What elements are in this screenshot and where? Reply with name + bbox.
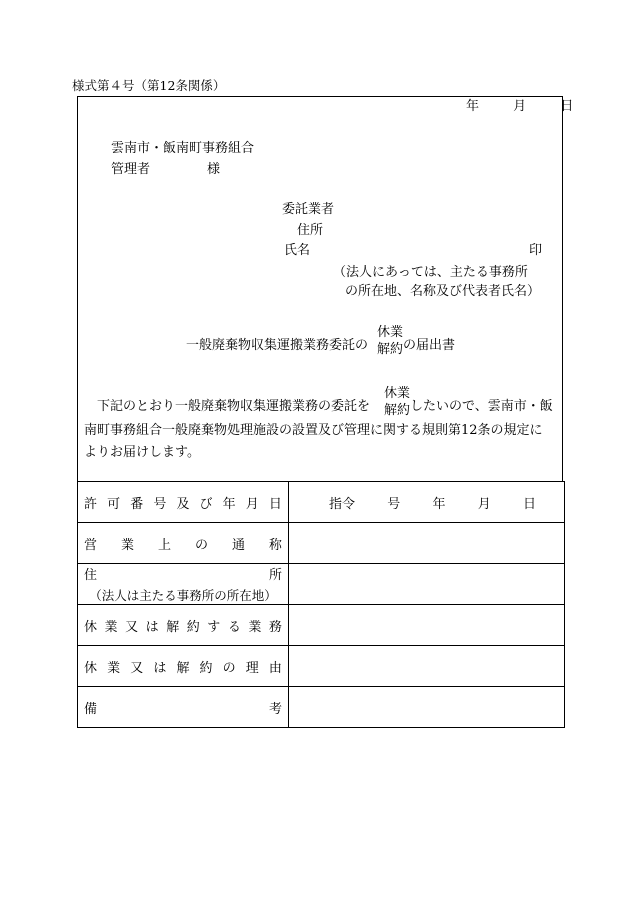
body-option-kaiyaku: 解約	[384, 403, 411, 418]
permit-shirei: 指令	[329, 496, 356, 512]
body-line3: よりお届けします。	[84, 445, 200, 460]
permit-month: 月	[477, 496, 491, 512]
address-label-sub: （法人は主たる事務所の所在地）	[89, 588, 277, 603]
suspended-work-value-cell[interactable]	[289, 605, 565, 646]
address-label-left: 住	[84, 568, 98, 583]
address-label-cell	[78, 564, 289, 605]
contractor-note-line2: の所在地、名称及び代表者氏名）	[345, 284, 541, 299]
title-option-kaiyaku: 解約	[377, 342, 404, 357]
suspended-work-label: 休 業 又 は 解 約 す る 業 務	[84, 619, 282, 635]
trade-name-value-cell[interactable]	[289, 523, 565, 564]
table-row	[78, 646, 565, 687]
permit-go: 号	[387, 496, 401, 512]
title-option-kyugyo: 休業	[377, 325, 404, 340]
contractor-note-line1: （法人にあっては、主たる事務所	[333, 265, 528, 280]
recipient-honorific: 様	[207, 162, 221, 177]
table-row	[78, 605, 565, 646]
reason-label-cell	[78, 646, 289, 687]
address-label-right: 所	[268, 568, 282, 583]
date-line	[466, 100, 573, 113]
trade-name-label: 営 業 上 の 通 称	[84, 537, 282, 553]
body-line1-suffix: したいので、雲南市・飯	[410, 399, 553, 414]
permit-year: 年	[432, 496, 446, 512]
contractor-address-label: 住所	[297, 223, 324, 238]
date-day: 日	[560, 99, 574, 114]
document-title-suffix: の届出書	[403, 338, 456, 353]
suspended-work-label-cell	[78, 605, 289, 646]
remarks-label: 備 考	[84, 701, 282, 717]
permit-day: 日	[522, 496, 536, 512]
remarks-value-cell[interactable]	[289, 687, 565, 728]
table-row	[78, 687, 565, 728]
date-month: 月	[513, 99, 527, 114]
trade-name-label-cell	[78, 523, 289, 564]
document-title-prefix: 一般廃棄物収集運搬業務委託の	[186, 338, 369, 353]
date-year: 年	[466, 99, 480, 114]
details-table	[77, 481, 565, 728]
body-line2: 南町事務組合一般廃棄物処理施設の設置及び管理に関する規則第12条の規定に	[84, 423, 543, 438]
form-number: 様式第４号（第12条関係）	[72, 78, 226, 93]
table-row	[78, 564, 565, 605]
body-option-kyugyo: 休業	[384, 386, 411, 401]
remarks-label-cell	[78, 687, 289, 728]
seal-mark: 印	[529, 243, 543, 258]
body-line1-prefix: 下記のとおり一般廃棄物収集運搬業務の委託を	[97, 399, 371, 414]
address-value-cell[interactable]	[289, 564, 565, 605]
permit-label: 許 可 番 号 及 び 年 月 日	[84, 496, 282, 512]
permit-value-cell[interactable]	[289, 482, 565, 523]
permit-value	[295, 493, 558, 512]
reason-value-cell[interactable]	[289, 646, 565, 687]
table-row	[78, 523, 565, 564]
contractor-heading: 委託業者	[282, 202, 335, 217]
recipient-org: 雲南市・飯南町事務組合	[111, 141, 255, 156]
reason-label: 休 業 又 は 解 約 の 理 由	[84, 660, 282, 676]
permit-label-cell	[78, 482, 289, 523]
recipient-title: 管理者	[111, 162, 151, 177]
contractor-name-label: 氏名	[284, 243, 311, 258]
table-row	[78, 482, 565, 523]
